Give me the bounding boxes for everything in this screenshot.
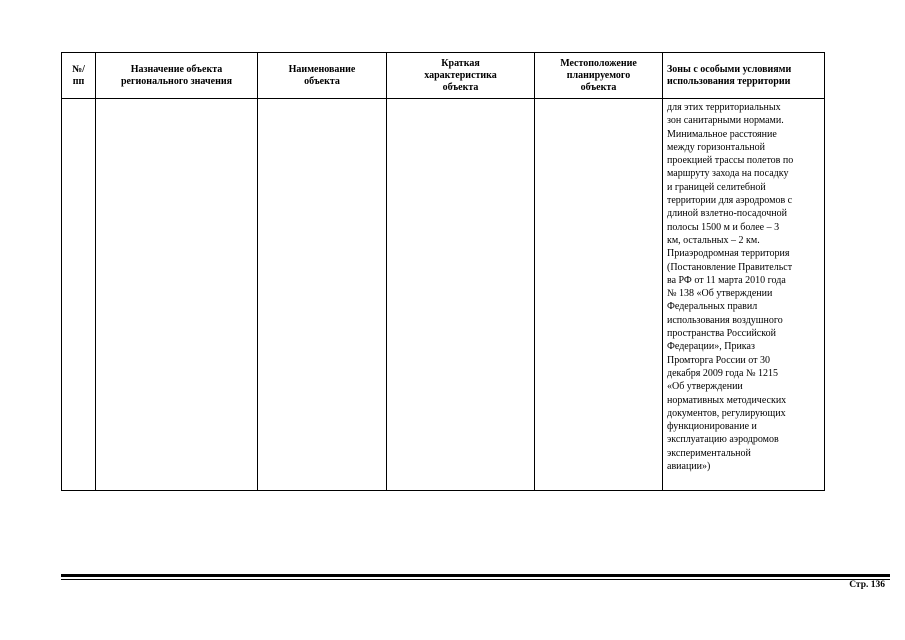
header-characteristic: Краткая характеристика объекта <box>387 53 535 99</box>
table-row <box>62 99 825 491</box>
header-number: №/ пп <box>62 53 96 99</box>
page-number: Стр. 136 <box>849 580 885 590</box>
table-header-row <box>62 53 825 99</box>
header-zones: Зоны с особыми условиями использования территории <box>663 53 825 99</box>
cell-name <box>258 99 387 491</box>
header-name: Наименование объекта <box>258 53 387 99</box>
document-table <box>61 52 825 491</box>
cell-zones <box>663 99 825 491</box>
header-location: Местоположение планируемого объекта <box>535 53 663 99</box>
footer-rule-thin <box>61 579 890 580</box>
cell-number <box>62 99 96 491</box>
cell-characteristic <box>387 99 535 491</box>
zones-text: для этих территориальных зон санитарными нормами. Минимальное расстояние между горизонтальной проекцией трассы полетов по маршруту захода на посадку и границей селитебной территории для аэродромов с длиной взлетно-посадочной полосы 1500 м и более – 3 км, остальных – 2 км. Приаэродромная территория (Постановление Правительст ва РФ от 11 марта 2010 года № 138 «Об утверждении Федеральных правил использования воздушного пространства Российской Федерации», Приказ Промторга России от 30 декабря 2009 года № 1215 «Об утверждении нормативных методических документов, регулирующих функционирование и эксплуатацию аэродромов экспериментальной авиации») <box>667 102 794 473</box>
cell-location <box>535 99 663 491</box>
header-purpose: Назначение объекта регионального значения <box>96 53 258 99</box>
footer-rule <box>61 574 890 577</box>
cell-purpose <box>96 99 258 491</box>
